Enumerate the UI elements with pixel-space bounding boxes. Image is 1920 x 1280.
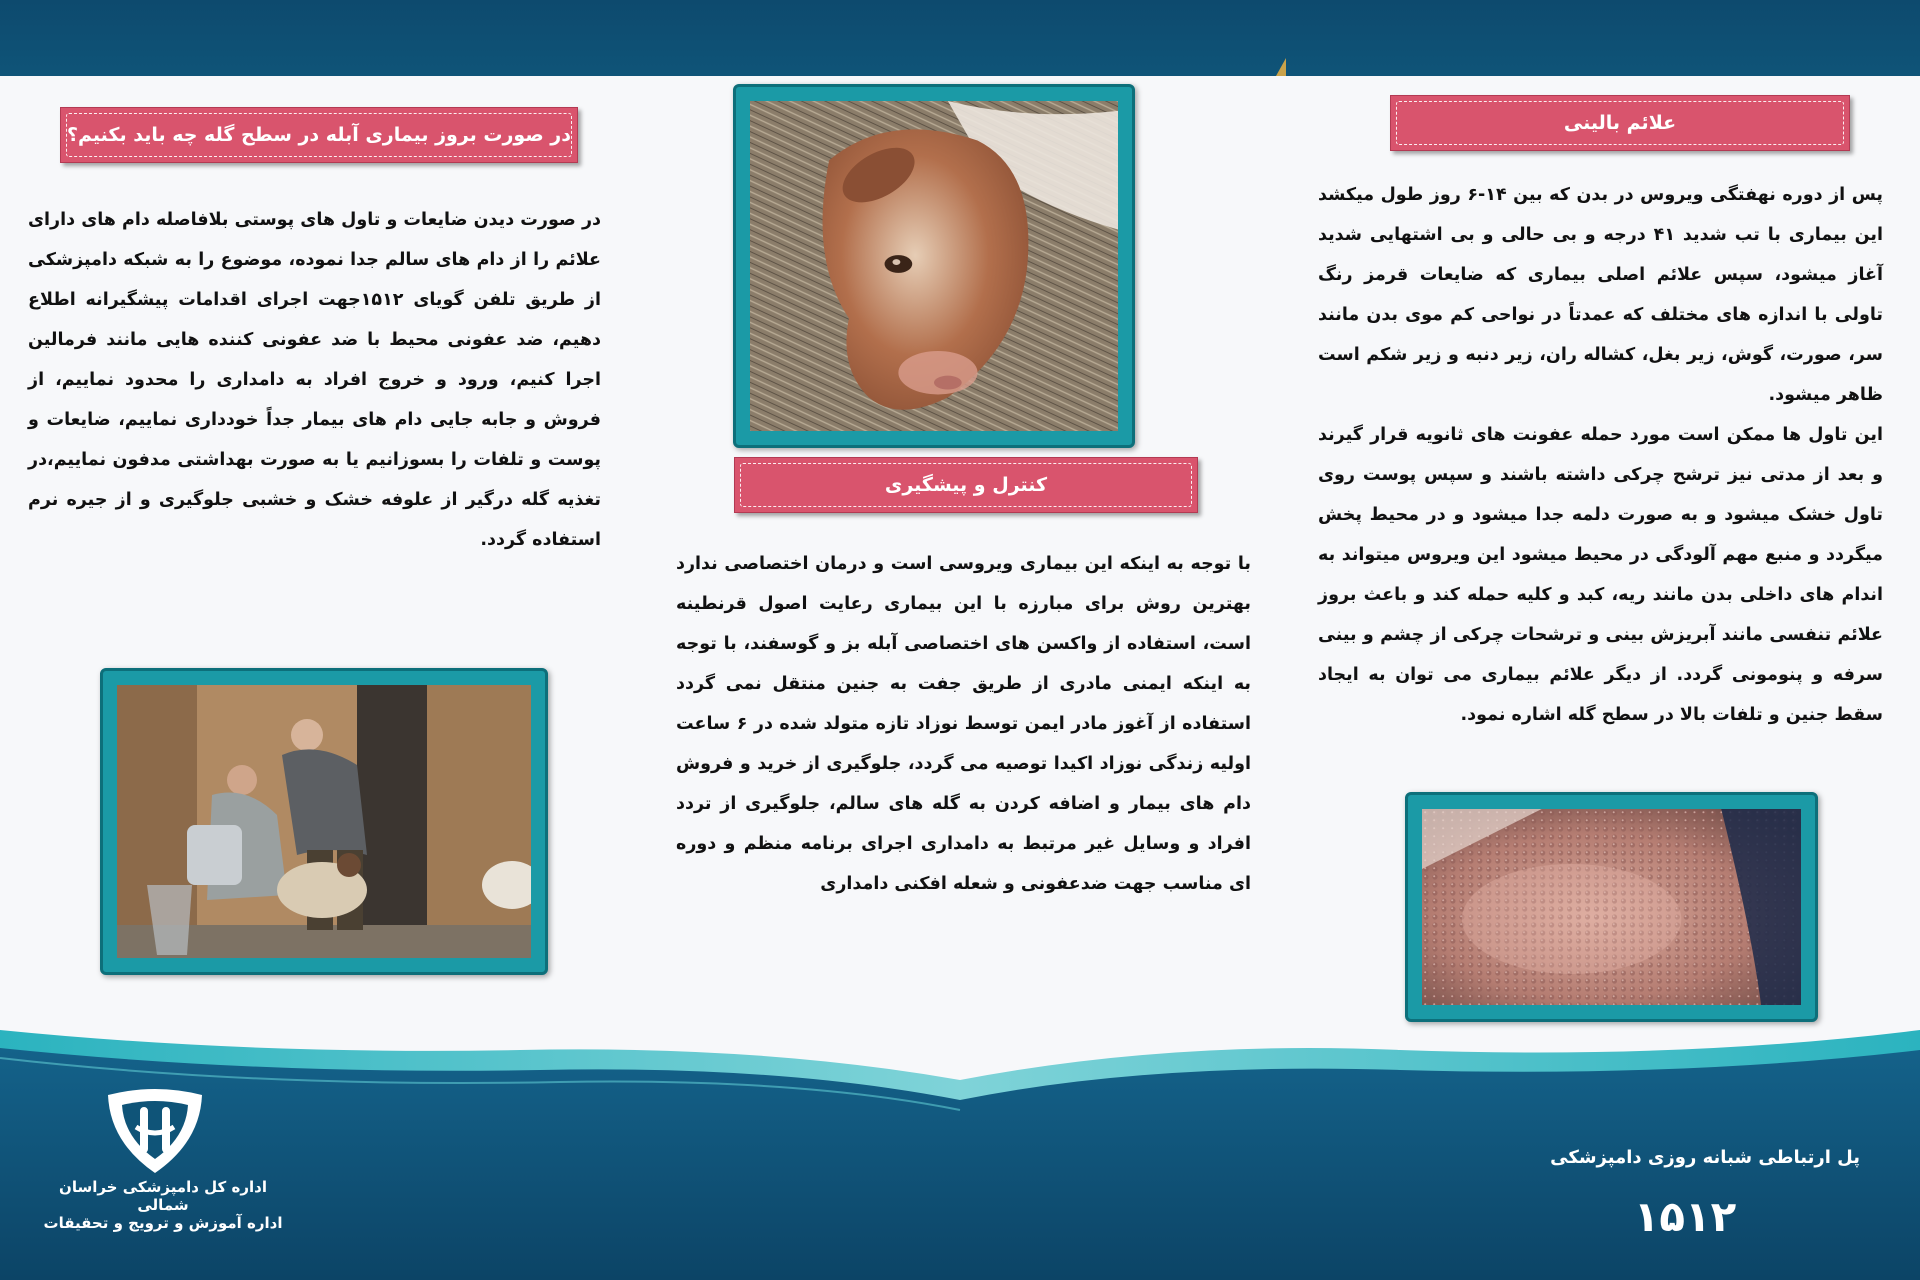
control-paragraph: با توجه به اینکه این بیماری ویروسی است و درمان اختصاصی ندارد بهترین روش برای مبارزه با این بیماری رعایت اصول قرنطینه است، استفاده از واکسن های اختصاصی آبله بز و گوسفند، با توجه به اینکه ایمنی مادری از طریق جفت به جنین منتقل نمی گردد استفاده از آغوز مادر ایمن توسط نوزاد تازه متولد شده در ۶ ساعت اولیه زندگی نوزاد اکیدا توصیه می گردد، جلوگیری از خرید و فروش دام های بیمار و اضافه کردن به گله های سالم، جلوگیری از تردد افراد و وسایل غیر مرتبط به دامداری اجرای برنامه منظم و دوره ای مناسب جهت ضدعفونی و شعله افکنی دامداری: [676, 554, 1251, 894]
outbreak-title: در صورت بروز بیماری آبله در سطح گله چه باید بکنیم؟: [67, 124, 571, 146]
outbreak-paragraph: در صورت دیدن ضایعات و تاول های پوستی بلافاصله دام های دارای علائم را از دام های سالم جدا نموده، موضوع را به شبکه دامپزشکی از طریق تلفن گویای ۱۵۱۲جهت اجرای اقدامات پیشگیرانه اطلاع دهیم، ضد عفونی محیط با ضد عفونی کننده هایی مانند فرمالین اجرا کنیم، ورود و خروج افراد به دامداری را محدود نماییم، از فروش و جابه جایی دام های بیمار جداً خودداری نماییم، ضایعات و پوست و تلفات را بسوزانیم یا به صورت بهداشتی مدفون نماییم،در تغذیه گله درگیر از علوفه خشک و خشبی جلوگیری و از جیره نرم استفاده گردد.: [28, 210, 601, 550]
lamb-photo-frame: [733, 84, 1135, 448]
org-name-line1: اداره کل دامپزشکی خراسان شمالی: [59, 1178, 267, 1214]
vet-vaccination-photo-frame: [100, 668, 548, 975]
clinical-signs-title: علائم بالینی: [1563, 112, 1677, 134]
control-title: کنترل و پیشگیری: [884, 474, 1048, 496]
outbreak-text: [28, 200, 601, 560]
control-text: [676, 544, 1251, 904]
skin-lesion-photo-frame: [1405, 792, 1818, 1022]
hotline-number: ۱۵۱۲: [1633, 1192, 1737, 1241]
control-heading: [734, 457, 1198, 513]
vet-vaccination-photo: [117, 685, 531, 958]
org-name-line2: اداره آموزش و ترویج و تحقیقات: [43, 1214, 283, 1232]
clinical-paragraph-2: این تاول ها ممکن است مورد حمله عفونت های ثانویه قرار گیرند و بعد از مدتی نیز ترشح چرکی داشته باشند و سپس پوست روی تاول خشک میشود و به صورت دلمه جدا میشود و در محیط پخش میگردد و منبع مهم آلودگی در محیط میشود این ویروس میتواند به اندام های داخلی بدن مانند ریه، کبد و کلیه حمله کند و باعث بروز علائم تنفسی مانند آبریزش بینی و ترشحات چرکی از چشم و بینی سرفه و پنومونی گردد. از دیگر علائم بیماری می توان به ایجاد سقط جنین و تلفات بالا در سطح گله اشاره نمود.: [1318, 425, 1883, 725]
page-fold: [1276, 58, 1286, 76]
outbreak-heading: [60, 107, 578, 163]
clinical-signs-text: [1318, 175, 1883, 735]
clinical-signs-heading: [1390, 95, 1850, 151]
hotline-label: پل ارتباطی شبانه روزی دامپزشکی: [1550, 1147, 1860, 1168]
clinical-paragraph-1: پس از دوره نهفتگی ویروس در بدن که بین ۱۴-۶ روز طول میکشد این بیماری با تب شدید ۴۱ درجه و بی حالی و بی اشتهایی شدید آغاز میشود، سپس علائم اصلی بیماری که ضایعات قرمز رنگ تاولی با اندازه های مختلف که عمدتاً در نواحی کم موی بدن مانند سر، صورت، گوش، زیر بغل، کشاله ران، زیر دنبه و زیر شکم است ظاهر میشود.: [1318, 185, 1884, 405]
skin-lesion-photo: [1422, 809, 1801, 1005]
vet-org-logo: [100, 1087, 210, 1177]
lamb-photo: [750, 101, 1118, 431]
top-banner: [0, 0, 1920, 76]
